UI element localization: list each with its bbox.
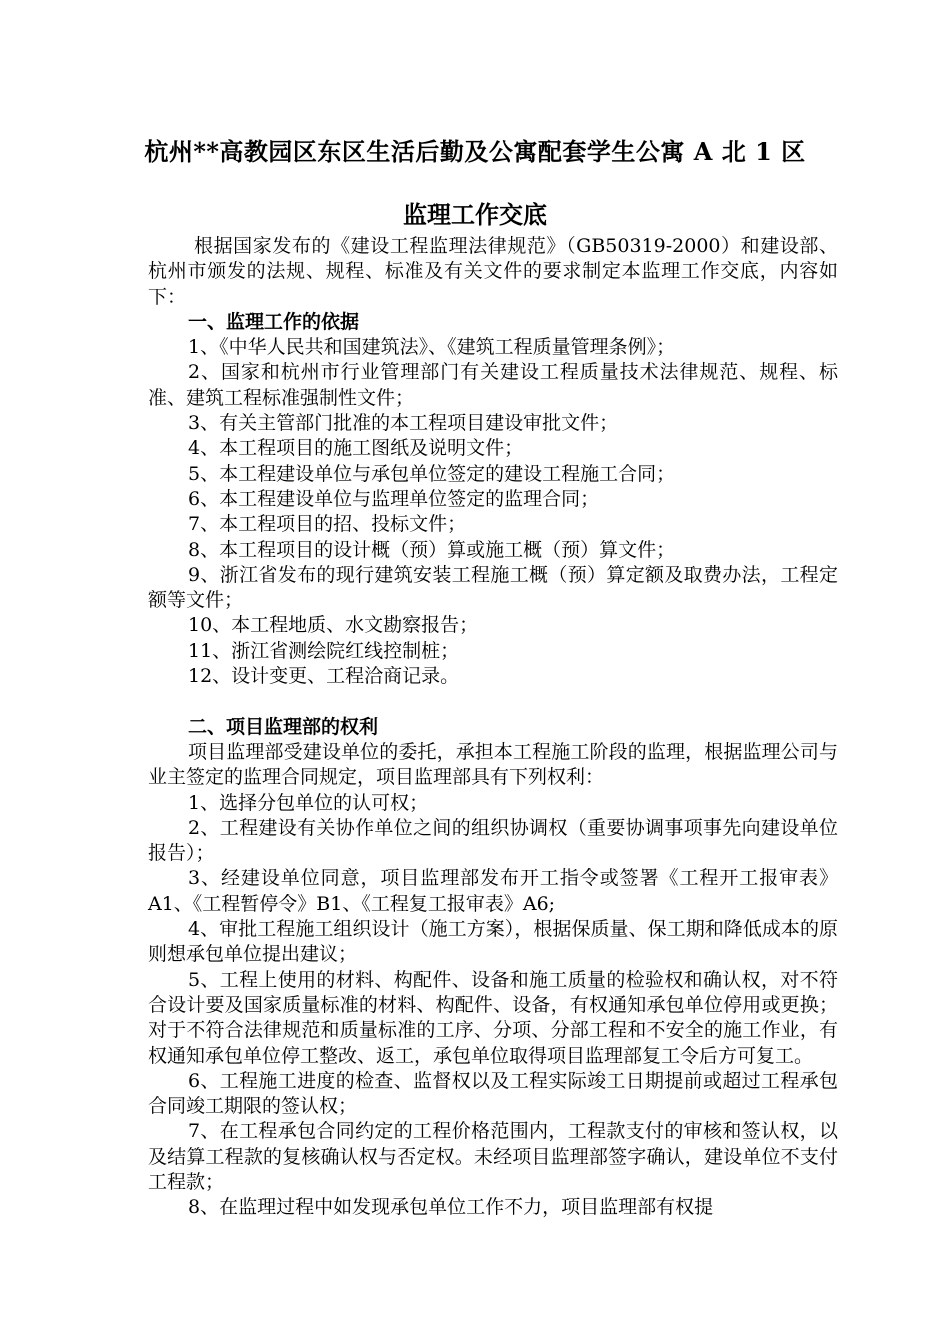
section2-item: 4、审批工程施工组织设计（施工方案），根据保质量、保工期和降低成本的原则想承包单位提出建议； — [148, 918, 838, 966]
section1-item: 1、《中华人民共和国建筑法》、《建筑工程质量管理条例》； — [188, 336, 676, 359]
section1-item: 12、设计变更、工程洽商记录。 — [188, 665, 460, 688]
section2-item: 5、工程上使用的材料、构配件、设备和施工质量的检验权和确认权，对不符合设计要及国家质量标准的材料、构配件、设备，有权通知承包单位停用或更换；对于不符合法律规范和质量标准的工序、分项、分部工程和不安全的施工作业，有权通知承包单位停工整改、返工，承包单位取得项目监理部复工令后方可复工。 — [148, 968, 838, 1067]
section1-item: 11、浙江省测绘院红线控制桩； — [188, 639, 460, 662]
section1-item: 7、本工程项目的招、投标文件； — [188, 513, 467, 536]
section2-item: 6、工程施工进度的检查、监督权以及工程实际竣工日期提前或超过工程承包合同竣工期限的签认权； — [148, 1069, 838, 1118]
document-title-line1: 杭州**高教园区东区生活后勤及公寓配套学生公寓 A 北 1 区 — [144, 137, 806, 166]
section2-item: 8、在监理过程中如发现承包单位工作不力，项目监理部有权提 — [188, 1196, 714, 1219]
document-body — [148, 234, 838, 1221]
section2-intro: 项目监理部受建设单位的委托，承担本工程施工阶段的监理，根据监理公司与业主签定的监理合同规定，项目监理部具有下列权利： — [148, 740, 838, 789]
section1-item: 9、浙江省发布的现行建筑安装工程施工概（预）算定额及取费办法，工程定额等文件； — [148, 563, 838, 612]
section1-item: 6、本工程建设单位与监理单位签定的监理合同； — [188, 487, 600, 510]
section1-item: 4、本工程项目的施工图纸及说明文件； — [188, 437, 524, 460]
blank-line — [148, 689, 838, 714]
section2-item: 7、在工程承包合同约定的工程价格范围内，工程款支付的审核和签认权，以及结算工程款的复核确认权与否定权。未经项目监理部签字确认，建设单位不支付工程款； — [148, 1120, 838, 1193]
section1-item: 10、本工程地质、水文勘察报告； — [188, 614, 479, 637]
section2-heading: 二、项目监理部的权利 — [188, 715, 379, 738]
section2-item: 2、工程建设有关协作单位之间的组织协调权（重要协调事项事先向建设单位报告）； — [148, 816, 838, 865]
section1-item: 8、本工程项目的设计概（预）算或施工概（预）算文件； — [188, 538, 676, 561]
section1-item: 2、国家和杭州市行业管理部门有关建设工程质量技术法律规范、规程、标准、建筑工程标准强制性文件； — [148, 361, 838, 409]
document-title-line2: 监理工作交底 — [403, 200, 547, 229]
section2-item: 1、选择分包单位的认可权； — [188, 791, 429, 814]
section1-item: 5、本工程建设单位与承包单位签定的建设工程施工合同； — [188, 462, 676, 485]
intro-paragraph: 根据国家发布的《建设工程监理法律规范》（GB50319-2000）和建设部、杭州市颁发的法规、规程、标准及有关文件的要求制定本监理工作交底，内容如下： — [148, 235, 838, 308]
section1-item: 3、有关主管部门批准的本工程项目建设审批文件； — [188, 412, 619, 435]
section1-heading: 一、监理工作的依据 — [188, 310, 360, 333]
section2-item: 3、经建设单位同意，项目监理部发布开工指令或签署《工程开工报审表》A1、《工程暂停令》B1、《工程复工报审表》A6; — [148, 867, 838, 915]
